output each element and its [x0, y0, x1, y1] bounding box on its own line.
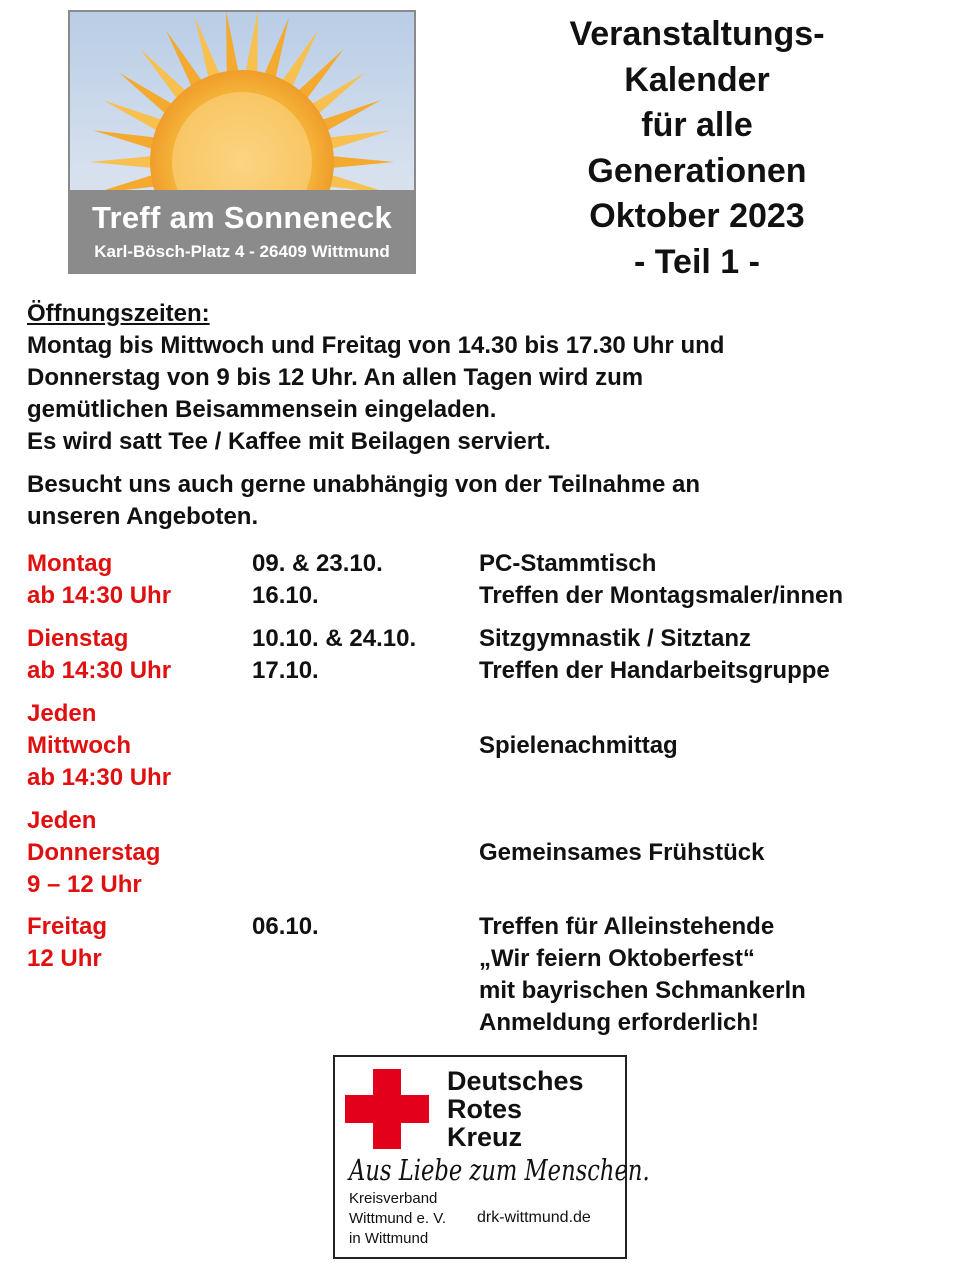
title-line: für alle: [641, 106, 753, 144]
title-line: Generationen: [587, 151, 807, 190]
event-dates: [252, 623, 416, 687]
event-date: 16.10.: [252, 582, 319, 609]
calendar-title: [500, 12, 894, 285]
day-label: [27, 548, 171, 612]
event-titles: [479, 623, 830, 687]
event-title: PC-Stammtisch: [479, 550, 657, 577]
day-label: [27, 623, 171, 687]
sun-ray: [320, 100, 381, 132]
org-line: in Wittmund: [349, 1230, 429, 1247]
event-date: 17.10.: [252, 657, 319, 684]
event-date: 09. & 23.10.: [252, 550, 383, 577]
sun-ray: [90, 156, 154, 168]
event-title: Treffen der Handarbeitsgruppe: [479, 657, 830, 684]
event-title: Anmeldung erforderlich!: [479, 1009, 760, 1036]
day-name: Montag: [27, 550, 113, 577]
event-title: Spielenachmittag: [479, 732, 678, 759]
event-title: Sitzgymnastik / Sitztanz: [479, 625, 752, 652]
sun-ray: [226, 12, 239, 75]
title-line: Kalender: [624, 60, 770, 99]
title-line: Veranstaltungs-: [569, 15, 825, 53]
drk-logo: [333, 1055, 650, 1259]
day-time: ab 14:30 Uhr: [27, 582, 172, 609]
day-name: Freitag: [27, 913, 108, 940]
event-titles: [479, 837, 764, 869]
drk-name-line: Rotes: [447, 1094, 523, 1124]
event-date: 10.10. & 24.10.: [252, 625, 417, 652]
title-line: - Teil 1 -: [634, 242, 760, 281]
day-time: ab 14:30 Uhr: [27, 657, 172, 684]
event-title: Treffen der Montagsmaler/innen: [479, 582, 844, 609]
logo-banner: [70, 190, 414, 272]
drk-name: [447, 1067, 584, 1151]
hours-line: Es wird satt Tee / Kaffee mit Beilagen serviert.: [27, 428, 551, 455]
day-name: Donnerstag: [27, 839, 161, 866]
visit-line: unseren Angeboten.: [27, 503, 259, 530]
event-titles: [479, 548, 843, 612]
event-title: „Wir feiern Oktoberfest“: [479, 945, 755, 972]
logo-name: Treff am Sonneneck: [92, 200, 392, 235]
event-title: Treffen für Alleinstehende: [479, 913, 775, 940]
event-title: mit bayrischen Schmankerln: [479, 977, 806, 1004]
day-name: Mittwoch: [27, 732, 131, 759]
sun-ray: [263, 17, 289, 80]
sun-ray: [93, 130, 157, 149]
event-title: Gemeinsames Frühstück: [479, 839, 765, 866]
hours-line: Donnerstag von 9 bis 12 Uhr. An allen Tagen wird zum: [27, 364, 644, 391]
event-titles: [479, 730, 678, 762]
treff-logo: [68, 10, 416, 274]
event-dates: [252, 911, 319, 943]
day-time: 12 Uhr: [27, 945, 102, 972]
sun-ray: [103, 100, 164, 132]
hours-line: Montag bis Mittwoch und Freitag von 14.30 bis 17.30 Uhr und: [27, 332, 725, 359]
day-label: [27, 698, 171, 794]
red-cross-icon: [345, 1069, 429, 1149]
drk-website: drk-wittmund.de: [477, 1209, 591, 1226]
drk-slogan: Aus Liebe zum Menschen.: [349, 1153, 650, 1187]
logo-address: Karl-Bösch-Platz 4 - 26409 Wittmund: [94, 242, 390, 261]
day-name: Dienstag: [27, 625, 129, 652]
day-label: [27, 911, 107, 975]
drk-name-line: Kreuz: [447, 1122, 523, 1152]
opening-hours: [27, 298, 927, 533]
org-line: Wittmund e. V.: [349, 1210, 446, 1227]
event-titles: [479, 911, 806, 1039]
sun-ray: [330, 156, 394, 168]
day-time: ab 14:30 Uhr: [27, 764, 172, 791]
sun-ray: [327, 130, 391, 149]
drk-organization: [349, 1189, 446, 1249]
day-time: 9 – 12 Uhr: [27, 871, 142, 898]
event-date: 06.10.: [252, 913, 319, 940]
event-dates: [252, 548, 383, 612]
day-label: [27, 805, 160, 901]
sun-ray: [195, 17, 221, 80]
day-name: Jeden: [27, 700, 97, 727]
sun-icon: [70, 12, 414, 192]
hours-heading: Öffnungszeiten:: [27, 300, 210, 327]
day-name: Jeden: [27, 807, 97, 834]
hours-line: gemütlichen Beisammensein eingeladen.: [27, 396, 497, 423]
drk-name-line: Deutsches: [447, 1066, 584, 1096]
title-line: Oktober 2023: [589, 197, 805, 235]
sun-ray: [245, 12, 258, 75]
visit-line: Besucht uns auch gerne unabhängig von der Teilnahme an: [27, 471, 700, 498]
org-line: Kreisverband: [349, 1190, 438, 1207]
